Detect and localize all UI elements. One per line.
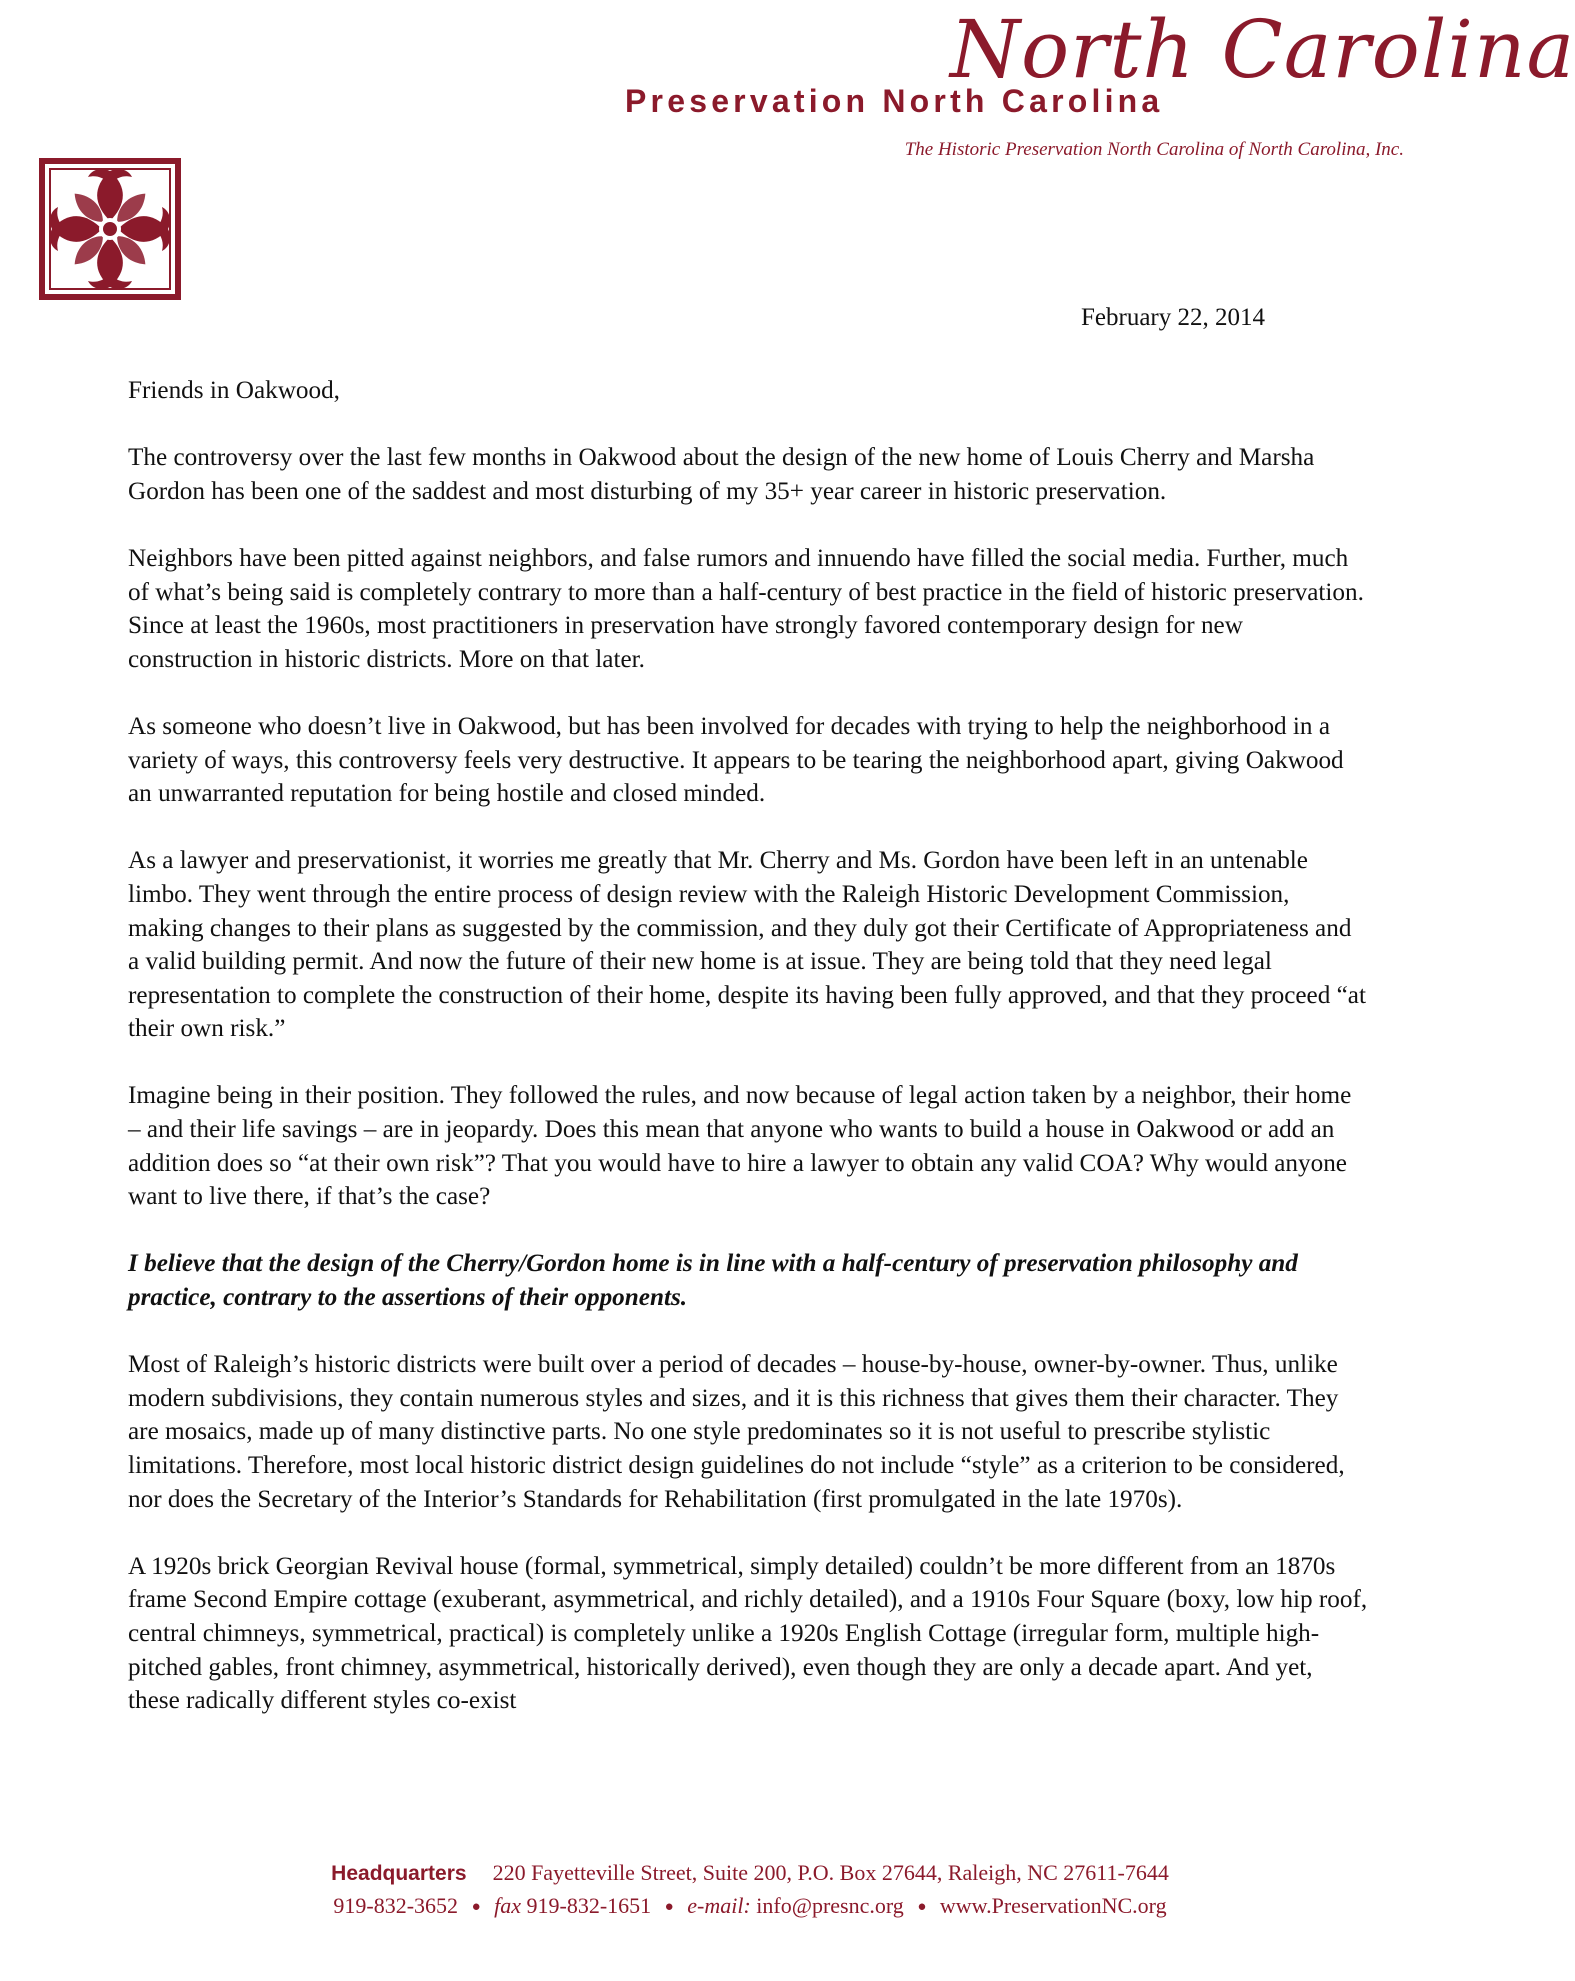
- bullet-separator: ●: [664, 1899, 674, 1915]
- email-label: e-mail:: [687, 1893, 751, 1918]
- hq-address: 220 Fayetteville Street, Suite 200, P.O. Box 27644, Raleigh, NC 27611-7644: [492, 1860, 1169, 1885]
- ornamental-rosette-icon: [38, 157, 182, 301]
- fax-label: fax: [494, 1893, 522, 1918]
- hq-label: Headquarters: [331, 1862, 467, 1885]
- salutation: Friends in Oakwood,: [128, 377, 340, 404]
- paragraph-4: As a lawyer and preservationist, it worries me greatly that Mr. Cherry and Ms. Gordon have been left in an untenable limbo. They went through the entire process of design review with the Raleigh Historic Development Commission, making changes to their plans as suggested by the commission, and they duly got their Certificate of Appropriateness and a valid building permit. And now the future of their new home is at issue. They are being told that they need legal representation to complete the construction of their home, despite its having been fully approved, and that they proceed “at their own risk.”: [128, 847, 1366, 1043]
- footer-address-line: [0, 1857, 1500, 1890]
- email-address[interactable]: info@presnc.org: [756, 1893, 904, 1918]
- org-name: Preservation North Carolina: [625, 83, 1164, 119]
- bullet-separator: ●: [471, 1899, 481, 1915]
- paragraph-3: As someone who doesn’t live in Oakwood, but has been involved for decades with trying to help the neighborhood in a variety of ways, this controversy feels very destructive. It appears to be tearing the neighborhood apart, giving Oakwood an unwarranted reputation for being hostile and closed minded.: [128, 712, 1344, 808]
- letterhead-footer: [0, 1857, 1500, 1923]
- letter-body: [128, 374, 1368, 1751]
- paragraph-1: The controversy over the last few months in Oakwood about the design of the new home of Louis Cherry and Marsha Gordon has been one of the saddest and most disturbing of my 35+ year career in historic preservation.: [128, 444, 1315, 505]
- paragraph-7: Most of Raleigh’s historic districts were built over a period of decades – house-by-house, owner-by-owner. Thus, unlike modern subdivisions, they contain numerous styles and sizes, and it is this richness that gives them their character. They are mosaics, made up of many distinctive parts. No one style predominates so it is not useful to prescribe stylistic limitations. Therefore, most local historic district design guidelines do not include “style” as a criterion to be considered, nor does the Secretary of the Interior’s Standards for Rehabilitation (first promulgated in the late 1970s).: [128, 1351, 1345, 1513]
- fax-number: 919-832-1651: [526, 1893, 652, 1918]
- thesis-statement: I believe that the design of the Cherry/Gordon home is in line with a half-century of preservation philosophy and practice, contrary to the assertions of their opponents.: [128, 1250, 1298, 1312]
- org-tagline: The Historic Preservation North Carolina of North Carolina, Inc.: [904, 139, 1404, 160]
- phone-number: 919-832-3652: [333, 1893, 459, 1918]
- paragraph-8: A 1920s brick Georgian Revival house (formal, symmetrical, simply detailed) couldn’t be more different from an 1870s frame Second Empire cottage (exuberant, asymmetrical, and richly detailed), and a 1910s Four Square (boxy, low hip roof, central chimneys, symmetrical, practical) is completely unlike a 1920s English Cottage (irregular form, multiple high-pitched gables, front chimney, asymmetrical, historically derived), even though they are only a decade apart. And yet, these radically different styles co-exist: [128, 1552, 1368, 1715]
- footer-contact-line: [0, 1890, 1500, 1923]
- letter-date: February 22, 2014: [1081, 304, 1265, 331]
- website-link[interactable]: www.PreservationNC.org: [939, 1893, 1167, 1918]
- bullet-separator: ●: [917, 1899, 927, 1915]
- paragraph-2: Neighbors have been pitted against neighbors, and false rumors and innuendo have filled the social media. Further, much of what’s being said is completely contrary to more than a half-century of best practice in the field of historic preservation. Since at least the 1960s, most practitioners in preservation have strongly favored contemporary design for new construction in historic districts. More on that later.: [128, 544, 1364, 673]
- paragraph-5: Imagine being in their position. They followed the rules, and now because of legal action taken by a neighbor, their home – and their life savings – are in jeopardy. Does this mean that anyone who wants to build a house in Oakwood or add an addition does so “at their own risk”? That you would have to hire a lawyer to obtain any valid COA? Why would anyone want to live there, if that’s the case?: [128, 1082, 1352, 1211]
- letterhead-script-title: North Carolina: [950, 3, 1575, 96]
